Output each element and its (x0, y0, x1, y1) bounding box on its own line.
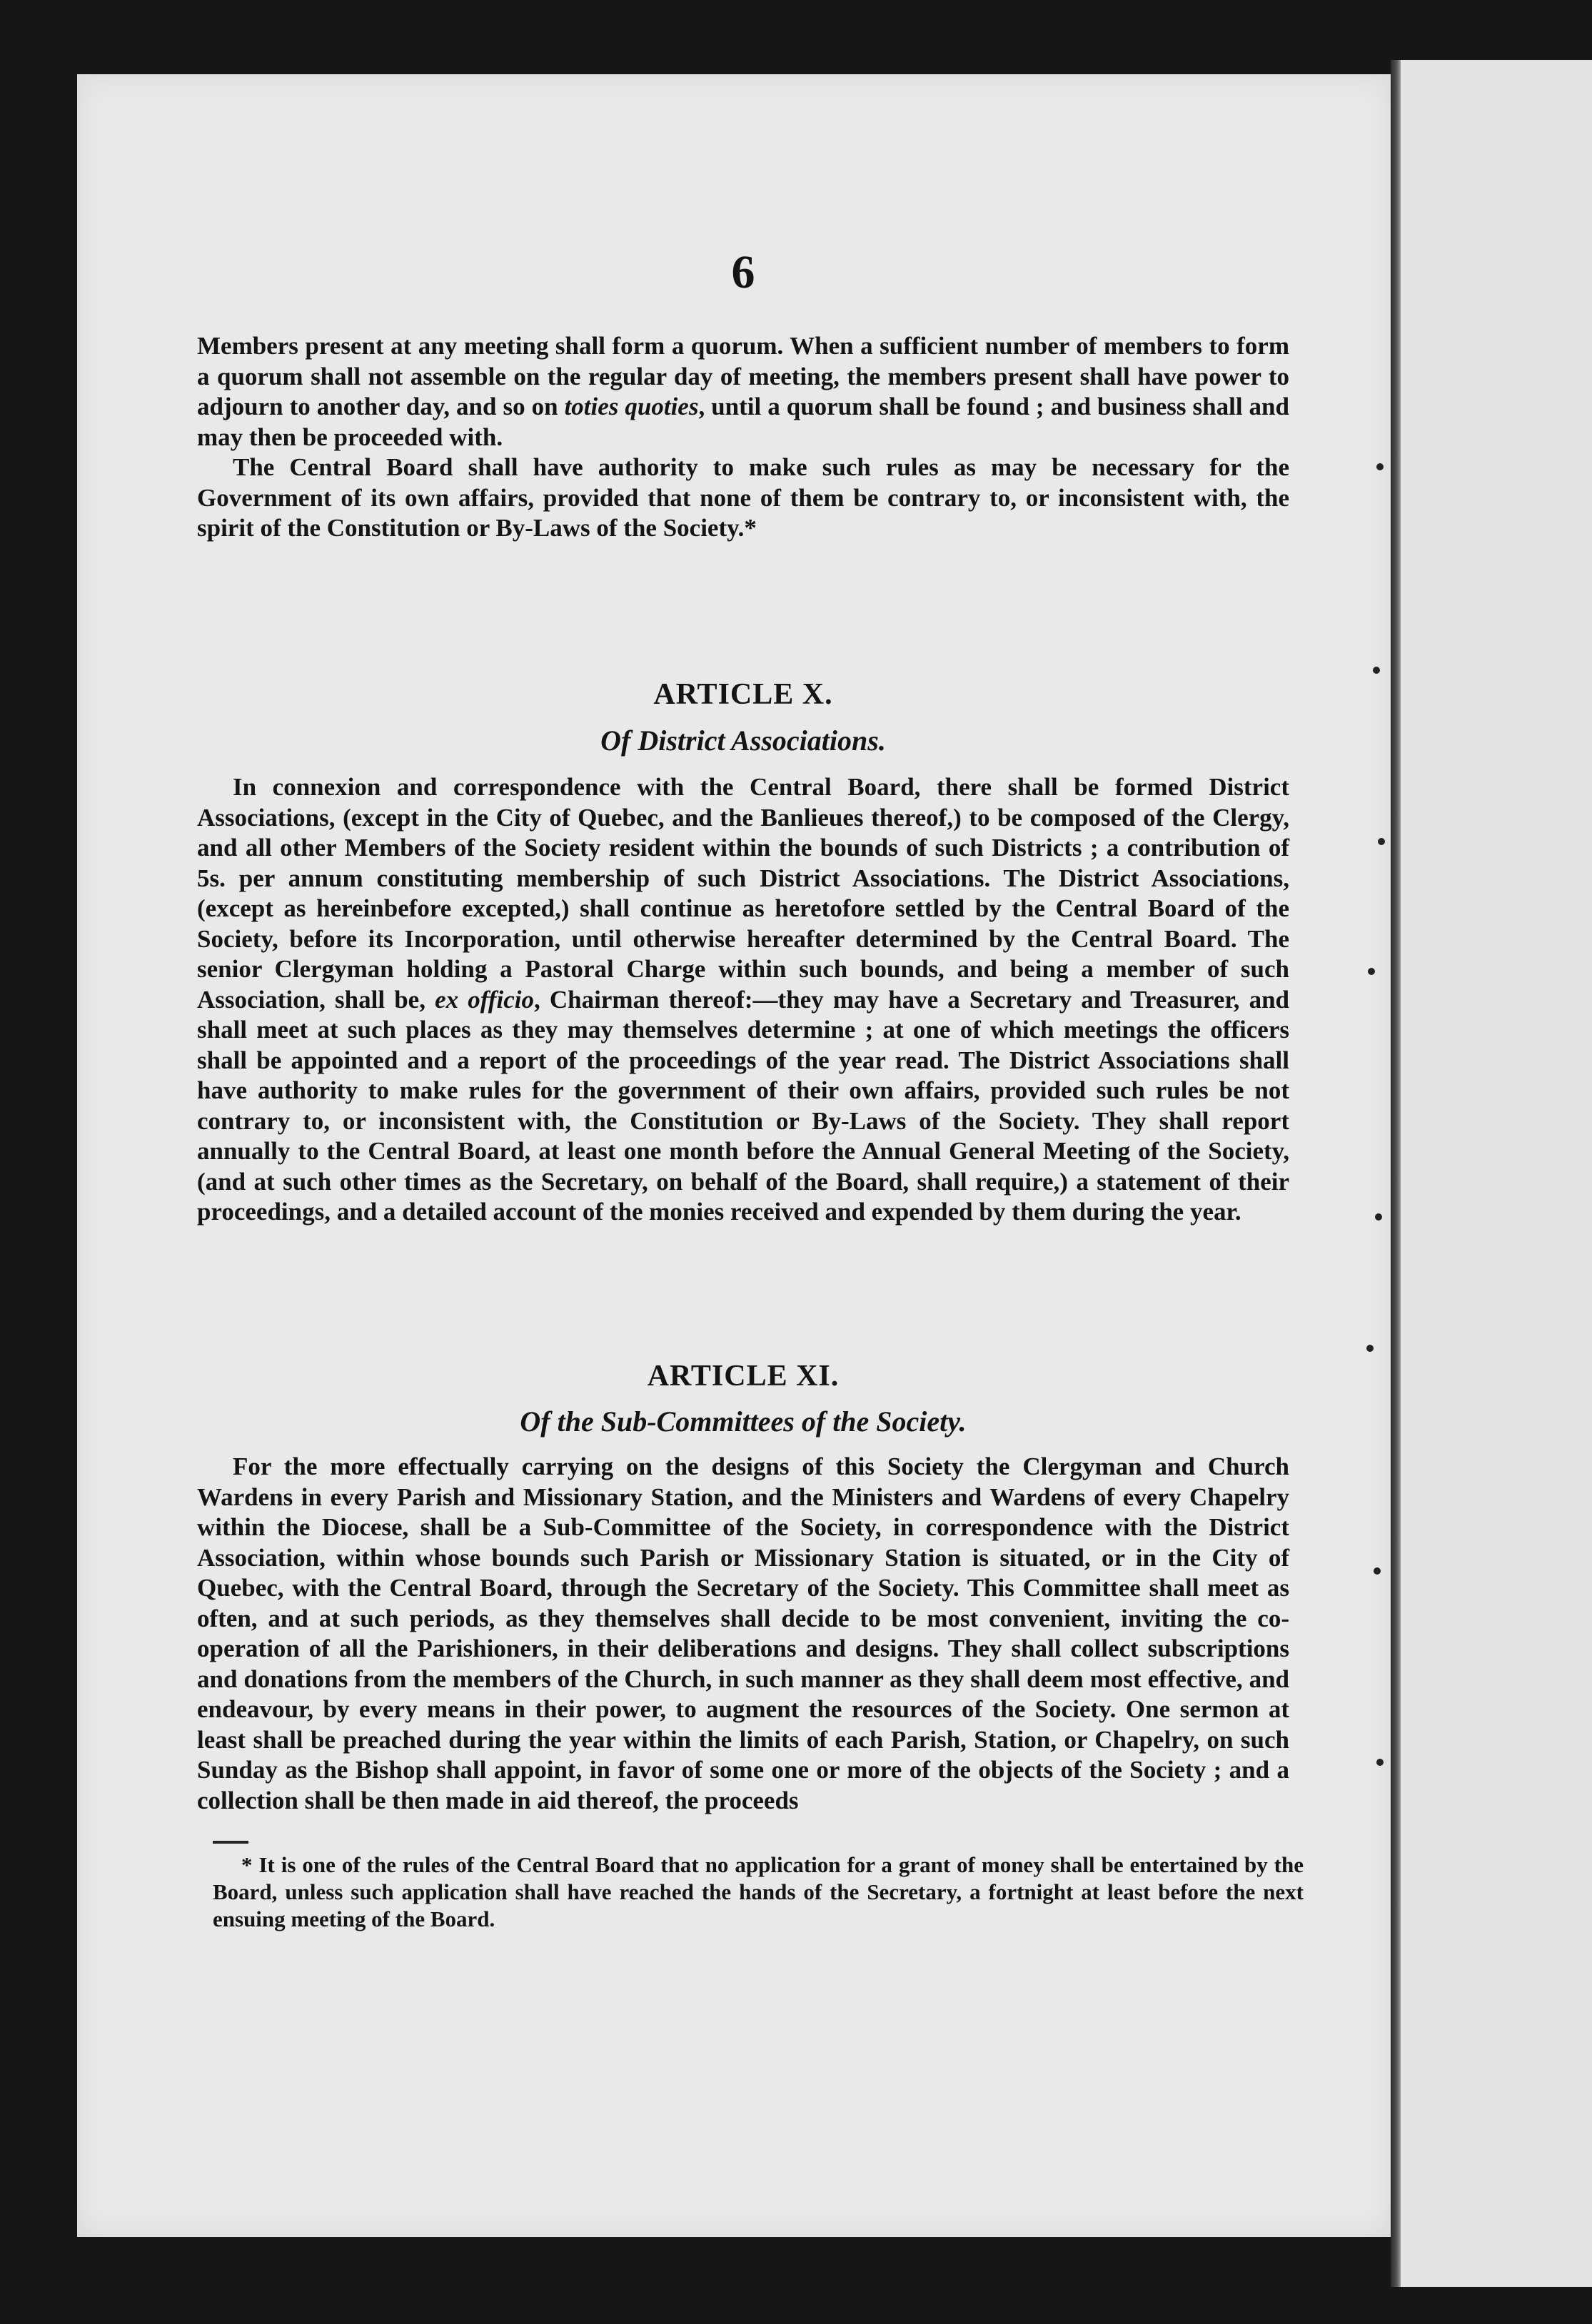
continued-article-text (197, 331, 1289, 544)
margin-speck (1368, 968, 1375, 975)
quorum-paragraph (197, 331, 1289, 453)
footnote-rule (213, 1841, 248, 1844)
margin-speck (1376, 1759, 1384, 1766)
margin-speck (1376, 463, 1384, 470)
quorum-text-end: , until a quorum shall be found ; and business shall and may then be proceeded with. (197, 393, 1289, 451)
document-page (77, 74, 1391, 2237)
margin-speck (1366, 1345, 1374, 1352)
page-number: 6 (731, 246, 755, 298)
page-gutter (1391, 60, 1401, 2287)
adjacent-page (1401, 60, 1592, 2287)
article-x-subheading: Of District Associations. (600, 724, 886, 757)
quorum-italic-phrase: toties quoties (564, 393, 699, 420)
margin-speck (1374, 1567, 1381, 1575)
article-x-italic-phrase: ex officio (435, 985, 534, 1014)
article-x-text-a: In connexion and correspondence with the Central Board, there shall be formed District Associations, (except in the City of Quebec, and the Banlieues thereof,) to be composed of the Clergy, and all other Members of the Society resident within the bounds of such Districts ; a contribution of 5s. per annum constituting membership of such District Associations. The District Associations, (except as hereinbefore excepted,) shall continue as heretofore settled by the Central Board of the Society, before its Incorporation, until otherwise hereafter determined by the Central Board. The senior Clergyman holding a Pastoral Charge within such bounds, and being a member of such Association, shall be, (197, 773, 1289, 1014)
article-x-paragraph (197, 772, 1289, 1228)
article-xi-heading: ARTICLE XI. (647, 1360, 840, 1393)
quorum-text: Members present at any meeting shall form a quorum. When a sufficient number of members to form a quorum shall not assemble on the regular day of meeting, the members present shall have power to adjourn to another day, and so on (197, 332, 1289, 420)
margin-speck (1373, 667, 1380, 674)
article-xi-body (197, 1452, 1289, 1816)
central-board-rules-paragraph: The Central Board shall have authority to make such rules as may be necessary for the Government of its own affairs, provided that none of them be contrary to, or inconsistent with, the spirit of the Constitution or By-Laws of the Society.* (197, 453, 1289, 542)
article-x-body (197, 772, 1289, 1228)
margin-speck (1375, 1213, 1382, 1221)
margin-speck (1378, 838, 1385, 845)
article-xi-paragraph: For the more effectually carrying on the designs of this Society the Clergyman and Church Wardens in every Parish and Missionary Station, and the Ministers and Wardens of every Chapelry within the Diocese, shall be a Sub-Committee of the Society, in correspondence with the District Association, within whose bounds such Parish or Missionary Station is situated, or in the City of Quebec, with the Central Board, through the Secretary of the Society. This Committee shall meet as often, and at such periods, as they themselves shall decide to be most convenient, inviting the co-operation of all the Parishioners, in their deliberations and designs. They shall collect subscriptions and donations from the members of the Church, in such manner as they shall deem most effective, and endeavour, by every means in their power, to augment the resources of the Society. One sermon at least shall be preached during the year within the limits of each Parish, Station, or Chapelry, on such Sunday as the Bishop shall appoint, in favor of some one or more of the objects of the Society ; and a collection shall be then made in aid thereof, the proceeds (197, 1452, 1289, 1814)
article-xi-subheading: Of the Sub-Committees of the Society. (520, 1405, 967, 1438)
article-x-heading: ARTICLE X. (653, 678, 833, 711)
footnote: * It is one of the rules of the Central Board that no application for a grant of money shall be entertained by the Board, unless such application shall have reached the hands of the Secretary, a fortnight at least before the next ensuing meeting of the Board. (213, 1852, 1304, 1931)
article-x-text-b: , Chairman thereof:—they may have a Secretary and Treasurer, and shall meet at such places as they may themselves determine ; at one of which meetings the officers shall be appointed and a report of the proceedings of the year read. The District Associations shall have authority to make rules for the government of their own affairs, provided such rules be not contrary to, or inconsistent with, the Constitution or By-Laws of the Society. They shall report annually to the Central Board, at least one month before the Annual General Meeting of the Society, (and at such other times as the Secretary, on behalf of the Board, shall require,) a statement of their proceedings, and a detailed account of the monies received and expended by them during the year. (197, 985, 1290, 1226)
